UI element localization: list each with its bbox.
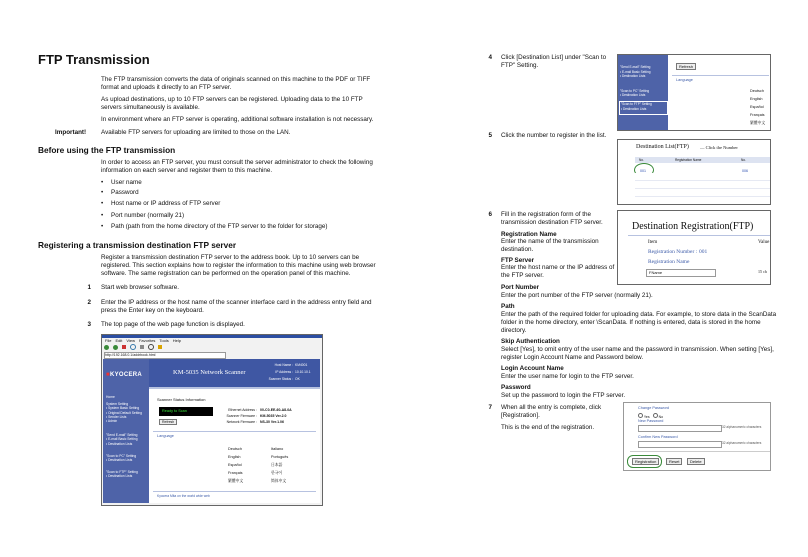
info-label: Host Name : — [274, 363, 293, 367]
detail-value: NS-30 Ver.1.06 — [260, 420, 284, 424]
detail-label: Ethernet Address : — [228, 408, 257, 412]
step-text: Start web browser software. — [101, 284, 180, 291]
detail-label: Scanner Firmware : — [226, 414, 257, 418]
language-link[interactable]: Español — [750, 105, 764, 109]
bullet-text: Port number (normally 21) — [111, 212, 185, 219]
bullet-text: Password — [111, 189, 139, 196]
menu-item[interactable]: Favorites — [138, 338, 156, 343]
language-link[interactable]: Italiano — [271, 447, 284, 451]
step-number: 6 — [488, 211, 492, 218]
col-header: No. — [741, 158, 746, 162]
toolbar — [104, 344, 320, 350]
browser-screenshot — [101, 334, 323, 506]
web-page — [103, 359, 320, 503]
important-label: Important! — [55, 129, 87, 136]
detail-labels — [221, 407, 257, 425]
step-number: 2 — [87, 299, 91, 306]
refresh-button[interactable]: Refresh — [676, 63, 696, 70]
step-number: 1 — [87, 284, 91, 291]
item-text: Enter the name of the transmission — [501, 238, 599, 245]
left-panel — [618, 55, 668, 130]
field-hint: 32 alphanumeric characters — [722, 441, 762, 445]
end-text: This is the end of the registration. — [501, 424, 595, 431]
language-link[interactable]: 한국어 — [271, 471, 283, 475]
detail-label: Network Firmware : — [226, 420, 257, 424]
sidebar-item[interactable]: • Destination Lists — [620, 74, 646, 78]
bullet-dot: • — [101, 179, 104, 186]
forward-icon[interactable] — [113, 345, 118, 350]
sidebar-home[interactable]: Home — [106, 395, 115, 399]
bullet-text: Path (path from the home directory of the FTP server to the folder for storage) — [111, 223, 328, 230]
intro-line: In environment where an FTP server is operating, additional software installation is not necessary. — [101, 116, 374, 123]
kyocera-logo — [106, 372, 142, 378]
language-link[interactable]: 日本語 — [271, 463, 283, 467]
sidebar-group-title[interactable]: "Send E-mail" Setting — [620, 65, 651, 69]
logo-icon: ■ — [106, 372, 110, 378]
col-header: Value — [758, 240, 770, 245]
sidebar-group-title[interactable]: System Setting — [106, 402, 129, 407]
home-icon[interactable] — [140, 345, 144, 349]
field-hint: 32 alphanumeric characters — [722, 425, 762, 429]
info-value: KM4001 — [295, 363, 308, 367]
confirm-password-field[interactable] — [638, 441, 722, 448]
col-header: Item — [648, 240, 658, 245]
item-text: Select [Yes], to omit entry of the user name and the password in transmission. When setting [Yes], — [501, 346, 774, 353]
reg-number-label: Registration Number : — [648, 249, 698, 255]
language-heading: Language — [157, 434, 174, 438]
registration-button[interactable]: Registration — [632, 458, 659, 465]
step4-screenshot — [617, 54, 771, 131]
language-link[interactable]: English — [228, 455, 241, 459]
divider — [153, 491, 316, 492]
refresh-button[interactable]: Refresh — [159, 419, 177, 425]
favorites-icon[interactable] — [158, 345, 162, 349]
item-text: Enter the host name or the IP address of — [501, 264, 615, 271]
status-screen — [159, 407, 213, 416]
step-text: When all the entry is complete, click — [501, 404, 602, 411]
item-label: Port Number — [501, 284, 540, 291]
bullet-dot: • — [101, 189, 104, 196]
step-number: 7 — [488, 404, 492, 411]
row-lines — [635, 173, 770, 197]
step-text: FTP" Setting. — [501, 62, 539, 69]
item-text: register Login Account Name and Password below. — [501, 354, 644, 361]
bullet-dot: • — [101, 223, 104, 230]
intro-line: servers simultaneously is available. — [101, 104, 200, 111]
step5-screenshot — [617, 139, 771, 205]
field-hint: 15 ch — [758, 269, 767, 274]
language-link[interactable]: Français — [228, 471, 243, 475]
field-label: Change Password — [638, 406, 670, 410]
item-label: Password — [501, 384, 531, 391]
item-text: Enter the user name for login to the FTP server. — [501, 373, 634, 380]
page-title: FTP Transmission — [38, 52, 150, 67]
language-link[interactable]: Français — [750, 113, 765, 117]
step-text: Fill in the registration form of the — [501, 211, 591, 218]
divider — [672, 75, 769, 76]
item-text: Enter the port number of the FTP server (normally 21). — [501, 292, 653, 299]
languages-left — [228, 445, 243, 485]
menu-item[interactable]: File — [105, 338, 112, 343]
new-password-field[interactable] — [638, 425, 722, 432]
search-icon[interactable] — [148, 344, 154, 350]
field-value: FName — [649, 270, 663, 275]
item-label: Path — [501, 303, 515, 310]
field-label: New Password — [638, 419, 664, 423]
sidebar-item[interactable]: • Original Default Setting — [106, 410, 142, 415]
bullet-dot: • — [101, 212, 104, 219]
step-number: 5 — [488, 132, 492, 139]
reg-name-label: Registration Name — [648, 259, 690, 265]
register-line: Register a transmission destination FTP server to the address book. Up to 10 servers can be — [101, 254, 360, 261]
language-link[interactable]: Español — [228, 463, 242, 467]
address-bar[interactable]: http://192.168.0.1/addrbook.html — [104, 352, 226, 359]
step-text: Click [Destination List] under "Scan to — [501, 54, 607, 61]
step7-screenshot — [623, 402, 771, 471]
col-header: No. — [639, 158, 644, 162]
status-heading: Scanner Status Information — [157, 397, 206, 402]
language-link[interactable]: 繁體中文 — [750, 121, 766, 125]
radio-yes-label: Yes — [643, 415, 650, 419]
sidebar-group-title[interactable]: "Scan to FTP" Setting — [106, 470, 138, 475]
bullet-text: Host name or IP address of FTP server — [111, 200, 221, 207]
table-header — [635, 157, 770, 163]
menu-item[interactable]: Tools — [159, 338, 169, 343]
radio-no-label: No — [658, 415, 664, 419]
language-link[interactable]: 简体中文 — [271, 479, 287, 483]
radio-no[interactable] — [653, 413, 658, 418]
sidebar-group-title[interactable]: "Scan to PC" Setting — [106, 453, 137, 458]
list-title: Destination List(FTP) — [636, 144, 689, 150]
menu-item[interactable]: Help — [172, 338, 181, 343]
language-link[interactable]: English — [750, 97, 763, 101]
info-value: OK — [295, 377, 300, 381]
sidebar-item[interactable]: • Sender Lists — [106, 414, 127, 419]
divider — [630, 451, 770, 452]
bullet-text: User name — [111, 179, 142, 186]
form-title: Destination Registration(FTP) — [632, 221, 754, 232]
list-number[interactable]: 006 — [742, 169, 748, 173]
divider — [153, 431, 316, 432]
item-text: Set up the password to login the FTP server. — [501, 392, 626, 399]
before-line: information on each server and register them to this machine. — [101, 167, 273, 174]
list-hint: — Click the Number — [700, 145, 738, 150]
step-text: [Registration]. — [501, 412, 540, 419]
register-line: software. The same registration can be performed on the operation panel of this machine. — [101, 270, 351, 277]
back-icon[interactable] — [104, 345, 109, 350]
sidebar-item[interactable]: • Admin — [106, 419, 118, 424]
sidebar-group-title[interactable]: "Scan to PC" Setting — [620, 88, 650, 93]
info-label: IP Address : — [275, 370, 293, 374]
step6-screenshot — [617, 210, 771, 285]
host-values — [295, 362, 311, 383]
item-text: folder in the home directory, enter \ScanData. If nothing is entered, data is stored in the home — [501, 319, 761, 326]
sidebar-item[interactable]: • Destination Lists — [106, 458, 133, 463]
detail-value: 00-C0-EE-60-A8-0A — [260, 408, 292, 412]
col-header: Registration Name — [675, 158, 702, 162]
before-line: In order to access an FTP server, you must consult the server administrator to check the following — [101, 159, 373, 166]
browser-menu — [105, 338, 181, 343]
reg-number-value: 001 — [699, 249, 708, 255]
step-number: 4 — [488, 54, 492, 61]
step-number: 3 — [87, 321, 91, 328]
sidebar-group-title[interactable]: "Scan to FTP" Setting — [621, 102, 652, 106]
languages-right — [271, 445, 288, 485]
item-label: Login Account Name — [501, 365, 564, 372]
status-screen-text: Ready to Scan — [162, 409, 187, 413]
divider — [628, 235, 770, 236]
intro-line: The FTP transmission converts the data of originals scanned on this machine to the PDF or TIFF — [101, 76, 371, 83]
header-band — [149, 359, 320, 387]
header-divider — [149, 387, 320, 389]
language-heading: Language — [676, 78, 693, 82]
refresh-icon[interactable] — [130, 344, 136, 350]
bullet-dot: • — [101, 200, 104, 207]
sidebar-item[interactable]: • System Basic Setting — [106, 406, 140, 411]
item-text: Enter the path of the required folder for uploading data. For example, to store data in the ScanData — [501, 311, 777, 318]
detail-value: KM-5035 Ver.2.0 — [260, 414, 287, 418]
info-label: Scanner Status : — [268, 377, 293, 381]
item-label: Registration Name — [501, 231, 557, 238]
register-line: registered. This section explains how to register the information to this machine using web browser — [101, 262, 376, 269]
section-heading-before: Before using the FTP transmission — [38, 145, 176, 155]
step-text: Enter the IP address or the host name of the scanner interface card in the address entry field and — [101, 299, 372, 306]
language-link[interactable]: Deutsch — [750, 89, 764, 93]
delete-button[interactable]: Delete — [687, 458, 705, 465]
item-label: Skip Authentication — [501, 338, 560, 345]
item-text: destination. — [501, 246, 534, 253]
step-text: transmission destination FTP server. — [501, 219, 603, 226]
languages — [750, 87, 765, 127]
stop-icon[interactable] — [122, 345, 126, 349]
step-text: Click the number to register in the list. — [501, 132, 607, 139]
menu-item[interactable]: Edit — [115, 338, 123, 343]
item-label: FTP Server — [501, 257, 535, 264]
item-text: the FTP server. — [501, 272, 544, 279]
item-text: directory. — [501, 327, 527, 334]
step-text: press the Enter key on the keyboard. — [101, 307, 204, 314]
language-link[interactable]: 繁體中文 — [228, 479, 244, 483]
brand-name: KYOCERA — [109, 372, 143, 378]
model-name: KM-5035 Network Scanner — [173, 369, 246, 376]
footer-link[interactable]: Kyocera Mita on the world wide web — [157, 494, 210, 498]
sidebar-item[interactable]: • Destination Lists — [106, 441, 133, 446]
sidebar-item-destination-list[interactable]: • Destination Lists — [621, 106, 647, 111]
language-link[interactable]: Português — [271, 455, 289, 459]
sidebar-item[interactable]: • Destination Lists — [106, 474, 133, 479]
sidebar-group-title[interactable]: "Send E-mail" Setting — [106, 433, 138, 438]
sidebar-item[interactable]: • E-mail Basic Setting — [106, 437, 138, 442]
menu-item[interactable]: View — [126, 338, 135, 343]
sidebar-item[interactable]: • Destination Lists — [620, 93, 646, 97]
host-info — [263, 362, 293, 383]
language-link[interactable]: Deutsch — [228, 447, 242, 451]
reg-name-field[interactable] — [646, 269, 716, 277]
step-text: The top page of the web page function is displayed. — [101, 321, 245, 328]
intro-line: format and uploads it directly to an FTP server. — [101, 84, 232, 91]
radio-yes[interactable] — [638, 413, 643, 418]
highlighted-group[interactable] — [619, 101, 668, 115]
detail-values — [260, 407, 292, 425]
info-value: 10.10.10.1 — [295, 370, 311, 374]
field-label: Confirm New Password — [638, 435, 678, 439]
list-number[interactable]: 001 — [640, 169, 646, 173]
important-text: Available FTP servers for uploading are limited to those on the LAN. — [101, 129, 291, 136]
left-panel — [103, 359, 149, 503]
sidebar-item[interactable]: • E-mail Basic Setting — [620, 69, 651, 74]
section-heading-register: Registering a transmission destination FTP server — [38, 240, 237, 250]
intro-line: As upload destinations, up to 10 FTP servers can be registered. Uploading data to the 10 FTP — [101, 96, 363, 103]
sidebar-nav — [106, 395, 148, 479]
reset-button[interactable]: Reset — [666, 458, 682, 465]
